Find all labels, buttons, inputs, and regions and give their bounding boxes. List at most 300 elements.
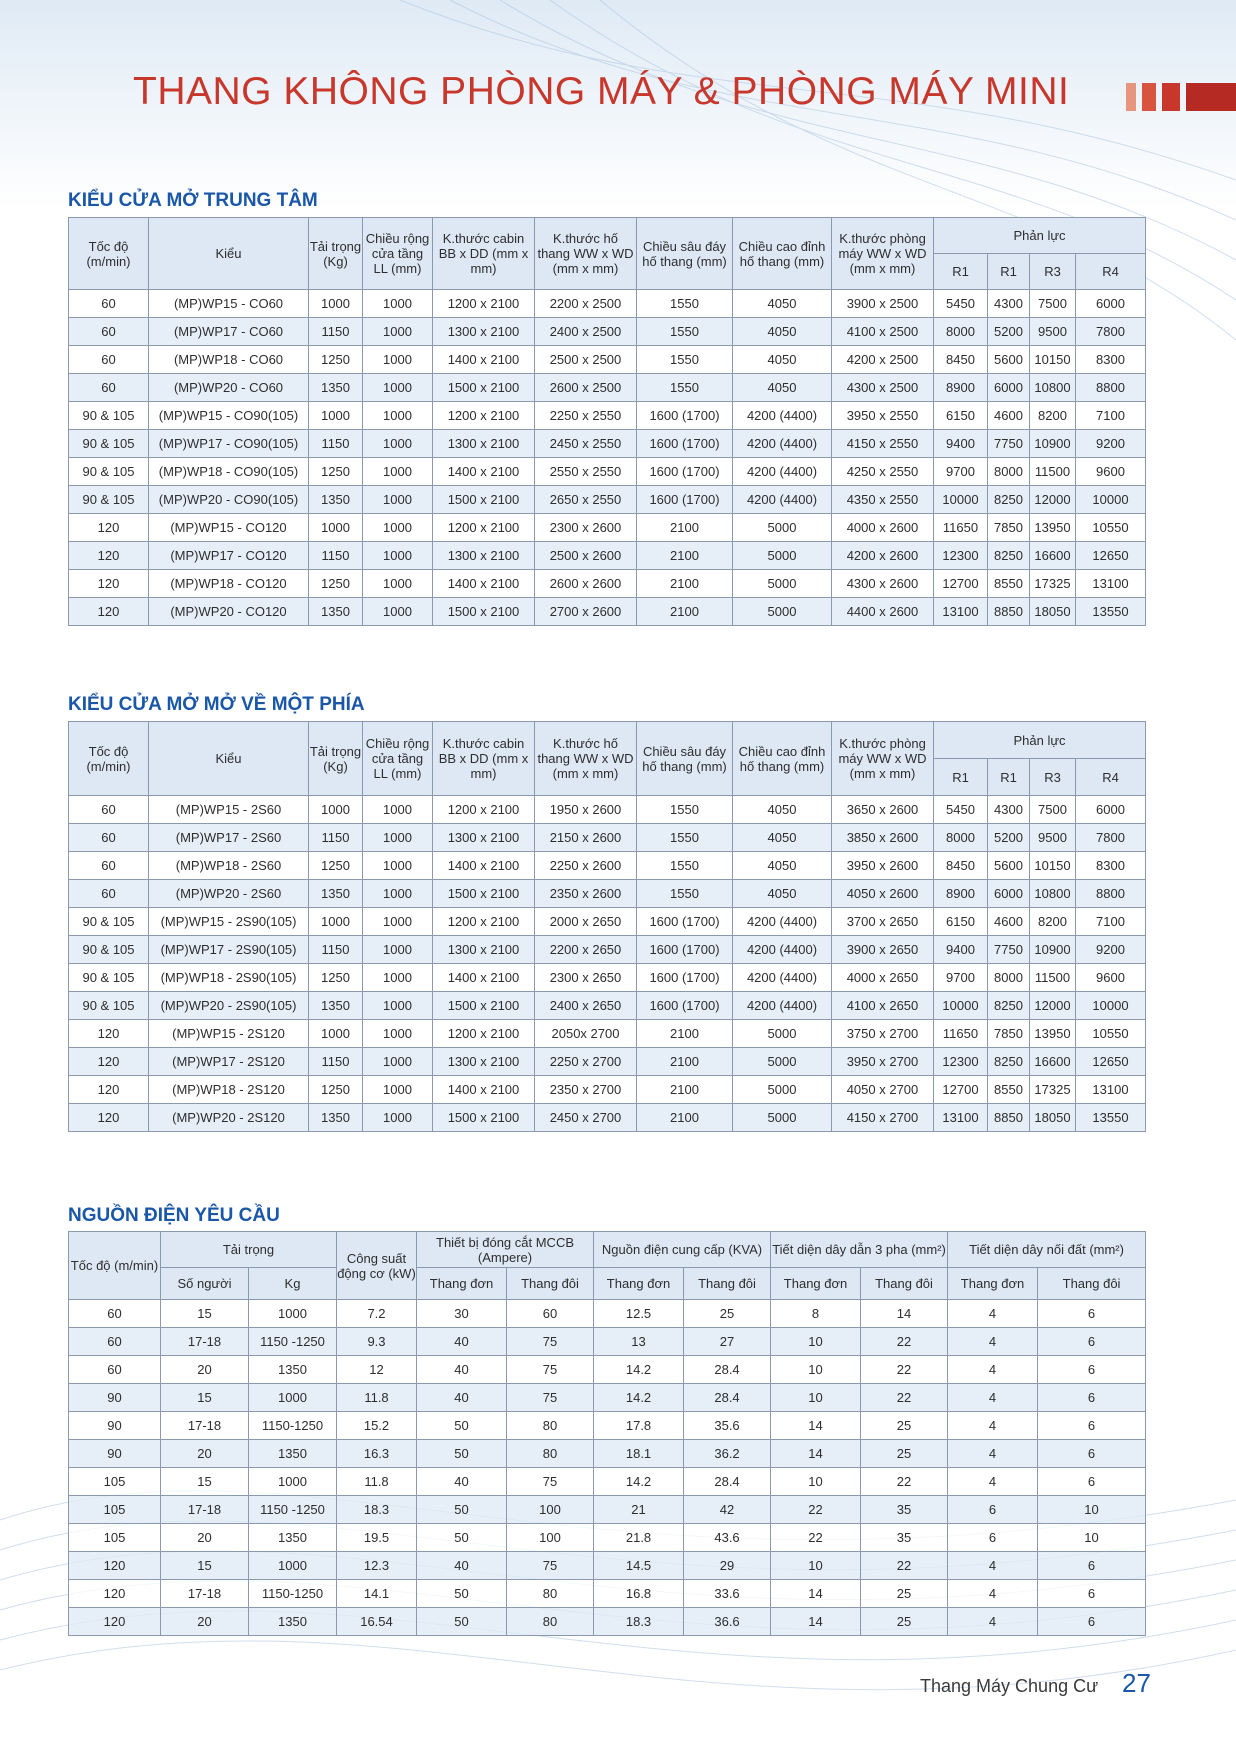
header-r1: R1 [934,759,988,796]
table-cell: 12700 [934,1076,988,1104]
table-cell: 1350 [309,598,363,626]
table-cell: 14.2 [594,1468,684,1496]
table-cell: 30 [417,1300,507,1328]
table-cell: 120 [69,570,149,598]
table-cell: 1150 [309,1048,363,1076]
table-cell: 17-18 [161,1580,249,1608]
section-title-center-opening: KIỂU CỬA MỞ TRUNG TÂM [68,190,318,211]
table-cell: 1150 [309,430,363,458]
table-row [69,430,1146,458]
table-cell: 4050 [733,796,832,824]
table-cell: 10550 [1076,514,1146,542]
section-title-side-opening: KIỂU CỬA MỞ MỞ VỀ MỘT PHÍA [68,694,365,715]
table-row [69,908,1146,936]
table-row [69,1608,1146,1636]
table-cell: 1000 [363,992,433,1020]
table-cell: 1000 [249,1468,337,1496]
table-cell: 1350 [309,880,363,908]
table-cell: 8450 [934,346,988,374]
table-cell: 13950 [1030,1020,1076,1048]
table-cell: 4000 x 2600 [832,514,934,542]
table-cell: (MP)WP17 - 2S90(105) [149,936,309,964]
table-cell: 11650 [934,1020,988,1048]
table-cell: 9500 [1030,318,1076,346]
table-cell: 40 [417,1356,507,1384]
table-cell: 2400 x 2500 [535,318,637,346]
table-cell: 1000 [363,542,433,570]
table-cell: 2450 x 2550 [535,430,637,458]
table-row [69,290,1146,318]
table-cell: 1600 (1700) [637,992,733,1020]
table-cell: 4100 x 2500 [832,318,934,346]
table-cell: 1350 [309,486,363,514]
table-cell: 12.3 [337,1552,417,1580]
header-kg: Kg [249,1268,337,1300]
table-cell: 4 [948,1608,1038,1636]
table-cell: 1550 [637,318,733,346]
table-cell: 7800 [1076,318,1146,346]
table-row [69,1076,1146,1104]
table-cell: 1250 [309,964,363,992]
table-cell: 14 [771,1608,861,1636]
table-row [69,1580,1146,1608]
table-cell: 80 [507,1580,594,1608]
table-cell: 3700 x 2650 [832,908,934,936]
table-cell: 10 [771,1552,861,1580]
table-cell: 14.2 [594,1384,684,1412]
table-cell: 5200 [988,824,1030,852]
table-row [69,1552,1146,1580]
table-cell: 1000 [309,514,363,542]
table-cell: 28.4 [684,1384,771,1412]
table-cell: 80 [507,1440,594,1468]
table-cell: 1550 [637,880,733,908]
table-cell: 2100 [637,1020,733,1048]
table-cell: 8900 [934,374,988,402]
table-cell: 10000 [934,992,988,1020]
table-cell: 2100 [637,1048,733,1076]
table-cell: 1200 x 2100 [433,402,535,430]
table-cell: 120 [69,1580,161,1608]
table-cell: 120 [69,542,149,570]
table-cell: 5000 [733,542,832,570]
table-cell: 1350 [309,374,363,402]
table-cell: 1000 [309,796,363,824]
header-overhead-height: Chiều cao đỉnh hố thang (mm) [733,722,832,796]
table-cell: 14 [771,1412,861,1440]
table-cell: 13100 [1076,1076,1146,1104]
table-cell: 4300 x 2500 [832,374,934,402]
table-cell: 8250 [988,992,1030,1020]
table-cell: 1150 -1250 [249,1328,337,1356]
table-cell: 1600 (1700) [637,486,733,514]
table-cell: 21 [594,1496,684,1524]
table-cell: 16.8 [594,1580,684,1608]
table-cell: (MP)WP20 - 2S90(105) [149,992,309,1020]
table-cell: 1300 x 2100 [433,936,535,964]
table-cell: 1250 [309,458,363,486]
table-cell: 14.5 [594,1552,684,1580]
table-cell: 16600 [1030,542,1076,570]
table-cell: 21.8 [594,1524,684,1552]
table-cell: 25 [861,1580,948,1608]
table-cell: 1250 [309,346,363,374]
table-cell: 1000 [309,1020,363,1048]
header-reaction: Phản lực [934,218,1146,254]
table-cell: 1000 [363,1020,433,1048]
table-row [69,1048,1146,1076]
table-cell: 2150 x 2600 [535,824,637,852]
table-cell: (MP)WP20 - CO60 [149,374,309,402]
table-cell: 17-18 [161,1496,249,1524]
table-cell: 6 [1038,1300,1146,1328]
header-ground-duplex: Thang đôi [1038,1268,1146,1300]
header-r1-second: R1 [988,254,1030,290]
table-cell: (MP)WP18 - CO90(105) [149,458,309,486]
page-title: THANG KHÔNG PHÒNG MÁY & PHÒNG MÁY MINI [133,70,1070,113]
table-row [69,1440,1146,1468]
table-cell: 1150-1250 [249,1580,337,1608]
table-cell: 1200 x 2100 [433,796,535,824]
table-cell: 60 [69,796,149,824]
header-speed: Tốc độ (m/min) [69,722,149,796]
table-cell: 4200 (4400) [733,964,832,992]
table-cell: 3650 x 2600 [832,796,934,824]
table-cell: 4 [948,1468,1038,1496]
table-cell: 1350 [249,1356,337,1384]
table-cell: 8900 [934,880,988,908]
table-cell: 6 [1038,1384,1146,1412]
table-cell: 4200 (4400) [733,908,832,936]
header-model: Kiểu [149,218,309,290]
table-cell: 1000 [363,430,433,458]
table-row [69,936,1146,964]
table-cell: 8000 [988,458,1030,486]
table-cell: 2050x 2700 [535,1020,637,1048]
table-cell: 22 [861,1384,948,1412]
table-cell: 1000 [249,1300,337,1328]
table-cell: 17-18 [161,1412,249,1440]
table-cell: 2100 [637,542,733,570]
header-ground-wire: Tiết diện dây nối đất (mm²) [948,1232,1146,1268]
table-cell: 1200 x 2100 [433,1020,535,1048]
header-pit-depth: Chiều sâu đáy hố thang (mm) [637,218,733,290]
table-cell: 75 [507,1356,594,1384]
table-cell: (MP)WP18 - CO120 [149,570,309,598]
table-cell: (MP)WP15 - CO60 [149,290,309,318]
table-cell: 60 [69,346,149,374]
table-cell: 3900 x 2650 [832,936,934,964]
spec-table-center-opening [68,217,1146,626]
table-cell: 9400 [934,430,988,458]
table-cell: 1000 [363,824,433,852]
table-cell: (MP)WP15 - 2S120 [149,1020,309,1048]
table-cell: 35 [861,1524,948,1552]
table-cell: 22 [861,1328,948,1356]
table-row [69,542,1146,570]
table-cell: 50 [417,1496,507,1524]
table-cell: 4200 (4400) [733,402,832,430]
table-cell: 9200 [1076,430,1146,458]
table-cell: 1000 [363,598,433,626]
table-cell: 10800 [1030,374,1076,402]
table-body [69,796,1146,1132]
table-cell: 22 [771,1524,861,1552]
table-cell: 28.4 [684,1468,771,1496]
header-supply-single: Thang đơn [594,1268,684,1300]
header-pit-depth: Chiều sâu đáy hố thang (mm) [637,722,733,796]
header-persons: Số người [161,1268,249,1300]
table-cell: 1350 [309,1104,363,1132]
header-r3: R3 [1030,759,1076,796]
table-cell: 4200 (4400) [733,430,832,458]
table-cell: 75 [507,1384,594,1412]
table-row [69,852,1146,880]
table-cell: 4200 (4400) [733,458,832,486]
table-cell: 90 & 105 [69,458,149,486]
table-cell: 1500 x 2100 [433,1104,535,1132]
table-cell: 1300 x 2100 [433,824,535,852]
table-cell: 4400 x 2600 [832,598,934,626]
table-cell: 10 [1038,1496,1146,1524]
table-cell: 1600 (1700) [637,964,733,992]
table-cell: 11.8 [337,1384,417,1412]
table-row [69,1412,1146,1440]
table-cell: 5000 [733,598,832,626]
table-cell: 10150 [1030,346,1076,374]
table-cell: 25 [861,1608,948,1636]
table-cell: 9700 [934,964,988,992]
table-cell: 18.3 [337,1496,417,1524]
table-cell: 17325 [1030,1076,1076,1104]
table-cell: 60 [507,1300,594,1328]
table-cell: 5600 [988,346,1030,374]
table-cell: 10000 [934,486,988,514]
header-ground-single: Thang đơn [948,1268,1038,1300]
table-cell: 90 & 105 [69,992,149,1020]
table-cell: (MP)WP20 - CO90(105) [149,486,309,514]
table-cell: 6 [1038,1552,1146,1580]
table-cell: 7100 [1076,908,1146,936]
table-cell: 10 [1038,1524,1146,1552]
table-row [69,992,1146,1020]
table-row [69,964,1146,992]
table-cell: 14.1 [337,1580,417,1608]
table-cell: 1150 [309,542,363,570]
table-row [69,598,1146,626]
table-cell: 20 [161,1524,249,1552]
table-cell: 8200 [1030,908,1076,936]
table-cell: 2300 x 2650 [535,964,637,992]
table-cell: 14 [771,1440,861,1468]
header-mccb-duplex: Thang đôi [507,1268,594,1300]
table-cell: 120 [69,598,149,626]
table-cell: (MP)WP15 - 2S60 [149,796,309,824]
table-cell: 1300 x 2100 [433,318,535,346]
table-cell: 105 [69,1496,161,1524]
table-cell: 25 [861,1440,948,1468]
table-cell: (MP)WP17 - CO90(105) [149,430,309,458]
table-cell: 10000 [1076,486,1146,514]
table-cell: 80 [507,1608,594,1636]
table-cell: 8250 [988,1048,1030,1076]
table-cell: 33.6 [684,1580,771,1608]
table-cell: 105 [69,1524,161,1552]
table-cell: 10900 [1030,430,1076,458]
table-cell: (MP)WP18 - 2S60 [149,852,309,880]
table-cell: 7800 [1076,824,1146,852]
table-cell: 5600 [988,852,1030,880]
table-row [69,796,1146,824]
table-cell: 1000 [363,514,433,542]
table-cell: 1600 (1700) [637,458,733,486]
header-3phase-wire: Tiết diện dây dẫn 3 pha (mm²) [771,1232,948,1268]
table-cell: 3950 x 2600 [832,852,934,880]
table-cell: 120 [69,1104,149,1132]
header-supply-duplex: Thang đôi [684,1268,771,1300]
table-cell: 5000 [733,1104,832,1132]
table-body [69,290,1146,626]
table-cell: 1600 (1700) [637,402,733,430]
table-cell: 7500 [1030,290,1076,318]
header-r3: R3 [1030,254,1076,290]
spec-table-side-opening [68,721,1146,1132]
table-cell: 7500 [1030,796,1076,824]
table-cell: 4350 x 2550 [832,486,934,514]
table-row [69,1020,1146,1048]
table-cell: 17325 [1030,570,1076,598]
table-cell: 10900 [1030,936,1076,964]
table-cell: 4050 [733,346,832,374]
table-cell: (MP)WP17 - 2S120 [149,1048,309,1076]
table-cell: 3900 x 2500 [832,290,934,318]
table-cell: 10 [771,1468,861,1496]
table-cell: 10 [771,1384,861,1412]
table-cell: 80 [507,1412,594,1440]
page-number: 27 [1122,1668,1151,1698]
table-row [69,402,1146,430]
table-cell: 1200 x 2100 [433,290,535,318]
table-cell: 2700 x 2600 [535,598,637,626]
table-row [69,486,1146,514]
table-cell: 15 [161,1468,249,1496]
table-cell: 1300 x 2100 [433,542,535,570]
table-cell: 1000 [363,402,433,430]
table-cell: 2100 [637,570,733,598]
table-cell: 28.4 [684,1356,771,1384]
table-cell: 15 [161,1384,249,1412]
table-cell: 4150 x 2550 [832,430,934,458]
table-cell: 3850 x 2600 [832,824,934,852]
table-cell: 13100 [934,598,988,626]
table-cell: (MP)WP15 - 2S90(105) [149,908,309,936]
table-cell: 19.5 [337,1524,417,1552]
table-cell: 13 [594,1328,684,1356]
table-cell: 2400 x 2650 [535,992,637,1020]
table-cell: 8550 [988,1076,1030,1104]
table-cell: 2450 x 2700 [535,1104,637,1132]
table-row [69,570,1146,598]
header-hoistway-size: K.thước hố thang WW x WD (mm x mm) [535,722,637,796]
table-row [69,514,1146,542]
table-cell: (MP)WP20 - CO120 [149,598,309,626]
table-row [69,1328,1146,1356]
footer-label: Thang Máy Chung Cư [920,1676,1099,1696]
header-r4: R4 [1076,254,1146,290]
table-cell: 7850 [988,1020,1030,1048]
table-cell: 22 [861,1356,948,1384]
table-cell: 6 [1038,1468,1146,1496]
table-cell: 1600 (1700) [637,908,733,936]
table-cell: 4050 [733,374,832,402]
table-cell: 4050 [733,852,832,880]
table-cell: 50 [417,1412,507,1440]
table-cell: 5450 [934,796,988,824]
table-cell: 16.54 [337,1608,417,1636]
table-cell: 1400 x 2100 [433,458,535,486]
table-cell: 90 [69,1412,161,1440]
table-cell: 1550 [637,824,733,852]
table-cell: 9600 [1076,458,1146,486]
table-cell: 1000 [363,1104,433,1132]
table-cell: 3750 x 2700 [832,1020,934,1048]
table-cell: 7.2 [337,1300,417,1328]
header-hoistway-size: K.thước hố thang WW x WD (mm x mm) [535,218,637,290]
header-overhead-height: Chiều cao đỉnh hố thang (mm) [733,218,832,290]
table-cell: 2250 x 2700 [535,1048,637,1076]
table-cell: 8200 [1030,402,1076,430]
table-cell: 50 [417,1580,507,1608]
table-cell: 90 & 105 [69,964,149,992]
table-cell: 9700 [934,458,988,486]
table-cell: 4100 x 2650 [832,992,934,1020]
table-cell: 2500 x 2500 [535,346,637,374]
table-cell: 1350 [249,1440,337,1468]
table-cell: 4 [948,1580,1038,1608]
table-cell: 90 & 105 [69,908,149,936]
table-cell: 7750 [988,936,1030,964]
table-cell: 1000 [363,908,433,936]
table-cell: 1000 [363,936,433,964]
table-cell: 6 [1038,1328,1146,1356]
table-cell: 4150 x 2700 [832,1104,934,1132]
table-cell: 1150 [309,824,363,852]
table-cell: 1500 x 2100 [433,486,535,514]
table-cell: 6000 [1076,290,1146,318]
header-cabin-size: K.thước cabin BB x DD (mm x mm) [433,218,535,290]
table-cell: 2100 [637,514,733,542]
table-cell: 50 [417,1524,507,1552]
table-cell: 1550 [637,852,733,880]
table-cell: 20 [161,1356,249,1384]
table-cell: 1150 [309,318,363,346]
table-cell: 1400 x 2100 [433,1076,535,1104]
table-cell: 60 [69,852,149,880]
table-cell: 17-18 [161,1328,249,1356]
table-cell: 8000 [934,824,988,852]
table-cell: 60 [69,880,149,908]
table-cell: 4600 [988,402,1030,430]
header-door-width: Chiều rộng cửa tầng LL (mm) [363,722,433,796]
table-row [69,318,1146,346]
table-cell: 75 [507,1552,594,1580]
table-cell: 1500 x 2100 [433,880,535,908]
table-cell: 1000 [249,1552,337,1580]
table-cell: 120 [69,1608,161,1636]
table-cell: 2100 [637,598,733,626]
table-cell: 1000 [363,1048,433,1076]
header-r1: R1 [934,254,988,290]
